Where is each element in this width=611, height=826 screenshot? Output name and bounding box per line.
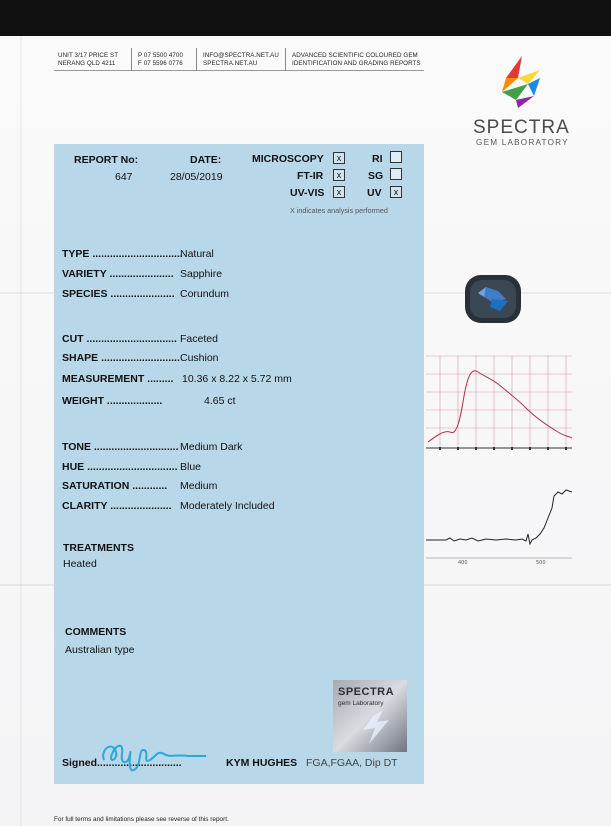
ftir-curve — [426, 490, 572, 544]
ftir-tick-label: 500 — [536, 560, 546, 566]
field-variety-value: Sapphire — [180, 268, 223, 280]
scan-dark-edge — [0, 0, 611, 36]
comments-value: Australian type — [65, 644, 135, 656]
treatments-label: TREATMENTS — [63, 542, 134, 554]
field-type-value: Natural — [180, 248, 214, 260]
report-no-label: REPORT No: — [74, 154, 139, 166]
gemstone-photo — [462, 273, 524, 325]
field-clarity-value: Moderately Included — [180, 500, 275, 512]
lab-address: UNIT 3/17 PRICE ST NERANG QLD 4211 — [58, 52, 119, 67]
field-hue-label: HUE ............................... — [62, 461, 178, 473]
logo-wordmark: SPECTRA — [473, 117, 570, 138]
paper-fold-line — [20, 36, 22, 826]
uvvis-spectrum-chart — [426, 352, 572, 456]
comments-label: COMMENTS — [65, 626, 127, 638]
hologram-title: SPECTRA — [338, 686, 395, 698]
analysis-ri-checkbox — [390, 151, 402, 163]
header-separator — [285, 48, 286, 70]
logo-subtitle: GEM LABORATORY — [476, 138, 569, 147]
chart-tick — [475, 447, 477, 450]
signatory-name: KYM HUGHES — [226, 757, 298, 769]
chart-tick — [439, 447, 441, 450]
analysis-ftir-checkbox: x — [333, 169, 345, 181]
chart-tick — [547, 447, 549, 450]
analysis-note: X indicates analysis performed — [290, 206, 388, 215]
signed-label: Signed............................. — [62, 757, 182, 769]
chart-tick — [457, 447, 459, 450]
field-measurement-label: MEASUREMENT ......... — [62, 373, 174, 385]
field-weight-label: WEIGHT ................... — [62, 395, 163, 407]
analysis-ri-label: RI — [372, 153, 383, 165]
field-hue-value: Blue — [180, 461, 202, 473]
date-value: 28/05/2019 — [170, 171, 223, 183]
field-measurement-value: 10.36 x 8.22 x 5.72 mm — [182, 373, 292, 385]
field-variety-label: VARIETY ...................... — [62, 268, 174, 280]
report-no-value: 647 — [115, 171, 133, 183]
spectra-logo-icon — [498, 56, 540, 108]
signatory-credentials: FGA,FGAA, Dip DT — [306, 757, 398, 769]
lab-web[interactable]: INFO@SPECTRA.NET.AU SPECTRA.NET.AU — [203, 52, 279, 67]
hologram-seal — [333, 680, 407, 752]
analysis-microscopy-label: MICROSCOPY — [252, 153, 324, 165]
header-separator — [196, 48, 197, 70]
field-tone-label: TONE ............................. — [62, 441, 179, 453]
field-cut-label: CUT ............................... — [62, 333, 177, 345]
lab-phone: P 07 5500 4700 F 07 5596 0776 — [138, 52, 183, 67]
hologram-subtitle: gem Laboratory — [338, 700, 384, 707]
field-saturation-label: SATURATION ............ — [62, 480, 168, 492]
field-weight-value: 4.65 ct — [204, 395, 236, 407]
terms-footer: For full terms and limitations please see reverse of this report. — [54, 816, 229, 823]
field-shape-label: SHAPE ........................... — [62, 352, 180, 364]
ftir-tick-label: 400 — [458, 560, 468, 566]
absorption-curve — [428, 371, 572, 442]
chart-tick — [511, 447, 513, 450]
header-separator — [131, 48, 132, 70]
field-saturation-value: Medium — [180, 480, 218, 492]
field-clarity-label: CLARITY ..................... — [62, 500, 172, 512]
analysis-uvvis-label: UV-VIS — [290, 187, 325, 199]
analysis-sg-checkbox — [390, 168, 402, 180]
analysis-microscopy-checkbox: x — [333, 152, 345, 164]
field-species-label: SPECIES ...................... — [62, 288, 175, 300]
lab-tagline: ADVANCED SCIENTIFIC COLOURED GEM IDENTIFICATION AND GRADING REPORTS — [292, 52, 421, 67]
field-cut-value: Faceted — [180, 333, 218, 345]
analysis-uvvis-checkbox: x — [333, 186, 345, 198]
field-tone-value: Medium Dark — [180, 441, 243, 453]
chart-tick — [565, 447, 567, 450]
field-type-label: TYPE ............................... — [62, 248, 183, 260]
date-label: DATE: — [190, 154, 222, 166]
analysis-sg-label: SG — [368, 170, 384, 182]
analysis-ftir-label: FT-IR — [297, 170, 324, 182]
ftir-spectrum-chart — [426, 484, 572, 568]
header-underline — [54, 70, 424, 71]
analysis-uv-label: UV — [367, 187, 382, 199]
analysis-uv-checkbox: x — [390, 186, 402, 198]
signature-scribble — [98, 730, 208, 780]
chart-tick — [493, 447, 495, 450]
chart-tick — [529, 447, 531, 450]
field-shape-value: Cushion — [180, 352, 219, 364]
field-species-value: Corundum — [180, 288, 230, 300]
treatments-value: Heated — [63, 558, 97, 570]
